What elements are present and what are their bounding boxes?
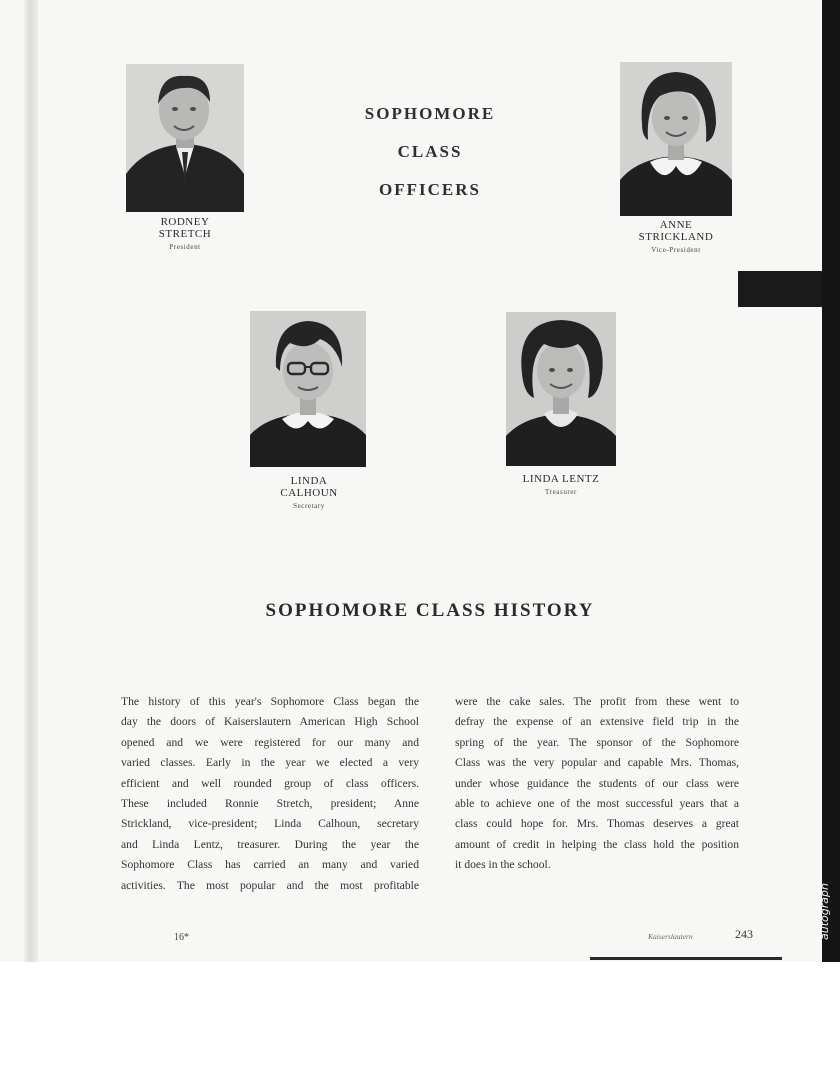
- history-line: it does in the school.: [455, 858, 551, 872]
- history-title: SOPHOMORE CLASS HISTORY: [265, 600, 595, 621]
- history-column-left: [121, 692, 419, 896]
- history-line: able to achieve one of the most successful years that a: [455, 796, 739, 810]
- history-line: amount of credit in helping the class hold the position: [455, 837, 739, 851]
- girl-portrait-photo: [506, 312, 616, 466]
- officer-name: LINDA LENTZ: [522, 473, 600, 485]
- officer-name: RODNEY STRETCH: [158, 216, 212, 240]
- history-line: The history of this year's Sophomore Class began the: [121, 695, 419, 708]
- boy-portrait-photo: [126, 64, 244, 212]
- history-line: were the cake sales. The profit from these went to: [455, 695, 739, 708]
- heading-line: OFFICERS: [379, 180, 481, 199]
- history-line: activities. The most popular and the most profitable: [121, 878, 419, 892]
- history-column-right: [455, 692, 739, 876]
- history-line: day the doors of Kaiserslautern American High School: [121, 715, 419, 729]
- portrait-treasurer: [506, 312, 616, 466]
- caption-secretary: [250, 475, 368, 512]
- page-index-tab: [738, 271, 822, 307]
- portrait-president: [126, 64, 244, 212]
- history-line: opened and we were registered for our many and: [121, 735, 419, 749]
- history-line: varied classes. Early in the year we elected a very: [121, 756, 419, 770]
- bottom-rule: [590, 957, 782, 960]
- portrait-secretary: [250, 311, 366, 467]
- history-line: efficient and well rounded group of class officers.: [121, 776, 419, 790]
- page-number: 243: [735, 927, 753, 941]
- history-line: Sophomore Class has carried an many and varied: [121, 858, 419, 872]
- officer-role: Treasurer: [545, 488, 577, 496]
- caption-treasurer: [500, 473, 622, 498]
- heading-line: CLASS: [397, 142, 463, 161]
- history-line: Strickland, vice-president; Linda Calhoun, secretary: [121, 817, 419, 831]
- history-line: Class was the very popular and capable Mrs. Thomas,: [455, 756, 739, 770]
- history-line: class could hope for. Mrs. Thomas deserves a great: [455, 817, 739, 831]
- running-title: Kaiserslautern: [648, 932, 693, 941]
- margin-handwriting: autograph: [818, 883, 831, 940]
- history-line: under whose guidance the students of our class were: [455, 776, 739, 790]
- history-line: defray the expense of an extensive field trip in the: [455, 715, 739, 729]
- officer-name: ANNE STRICKLAND: [638, 219, 714, 243]
- officer-role: Vice-President: [651, 246, 701, 254]
- caption-vice-president: [612, 219, 740, 256]
- girl-portrait-photo: [620, 62, 732, 216]
- history-line: These included Ronnie Stretch, president; Anne: [121, 796, 419, 810]
- history-line: spring of the year. The sponsor of the Sophomore: [455, 735, 739, 749]
- officer-role: Secretary: [293, 502, 325, 510]
- history-line: and Linda Lentz, treasurer. During the year the: [121, 837, 419, 851]
- signature-mark: 16*: [174, 932, 189, 943]
- officer-name: LINDA CALHOUN: [280, 475, 338, 499]
- caption-president: [126, 216, 244, 253]
- page-gutter-shadow: [24, 0, 38, 962]
- page-edge-binding: [822, 0, 840, 962]
- heading-line: SOPHOMORE: [364, 104, 496, 123]
- officer-role: President: [169, 243, 201, 251]
- officers-heading: [330, 104, 530, 218]
- portrait-vice-president: [620, 62, 732, 216]
- girl-with-glasses-portrait-photo: [250, 311, 366, 467]
